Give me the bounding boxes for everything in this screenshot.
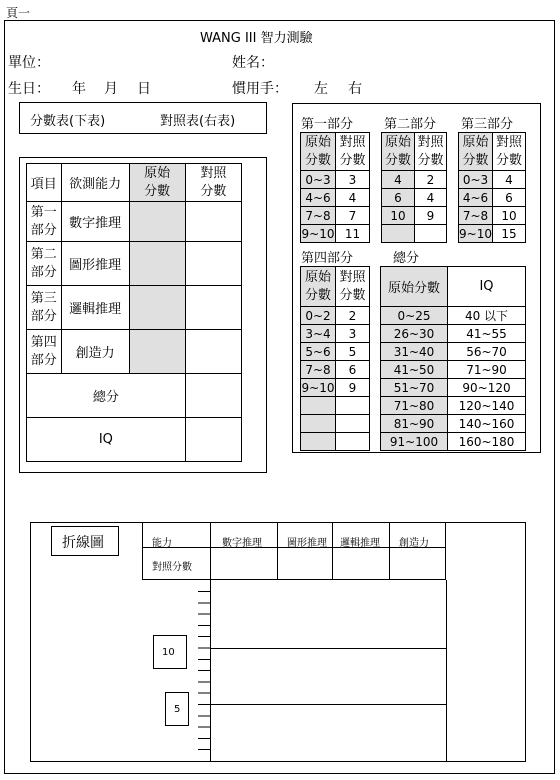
scaled-score-cell[interactable] [185, 242, 241, 286]
scaled-value: 15 [493, 225, 526, 243]
scaled-value [415, 225, 447, 243]
raw-range: 0~3 [459, 171, 493, 189]
column-logic-reasoning: 邏輯推理 [340, 538, 380, 549]
iq-header: IQ [448, 267, 526, 307]
row-part-label: 第三 部分 [27, 286, 62, 330]
scaled-value: 6 [493, 189, 526, 207]
part1-lookup-table [300, 132, 370, 243]
raw-range: 7~8 [459, 207, 493, 225]
raw-range: 9~10 [301, 226, 335, 241]
score-table [26, 163, 242, 462]
y-mark-10-label: 10 [162, 647, 175, 658]
total-iq-lookup-table [380, 266, 526, 451]
scaled-value: 9 [415, 207, 447, 225]
row-part-label: 第一 部分 [27, 202, 62, 242]
part4-lookup-table [300, 266, 370, 451]
scaled-score-header: 對照 分數 [336, 133, 370, 171]
column-number-reasoning: 數字推理 [222, 538, 262, 549]
line-chart-title: 折線圖 [62, 535, 104, 551]
y-mark-5-box [165, 692, 189, 726]
header-scaled-score: 對照 分數 [185, 164, 241, 202]
column-figure-reasoning: 圖形推理 [287, 538, 327, 549]
raw-range: 3~4 [301, 325, 336, 343]
raw-range [382, 225, 415, 243]
total-title: 總分 [393, 251, 420, 266]
lookup-table-ref: 對照表(右表) [160, 114, 236, 129]
part2-lookup-table [381, 132, 447, 243]
column-divider [389, 522, 390, 580]
raw-score-cell[interactable] [129, 330, 185, 374]
total-label: 總分 [27, 374, 186, 418]
raw-score-cell[interactable] [129, 242, 185, 286]
part1-title: 第一部分 [301, 117, 354, 132]
scaled-value: 11 [336, 225, 370, 243]
raw-score-header: 原始 分數 [301, 133, 336, 171]
raw-range: 5~6 [301, 343, 336, 361]
row-part-label: 第二 部分 [27, 242, 62, 286]
scaled-score-header: 對照 分數 [336, 267, 370, 307]
scaled-value: 4 [336, 189, 370, 207]
gridline-10 [210, 648, 446, 649]
legend-box [19, 102, 267, 134]
y-axis [210, 580, 211, 762]
raw-range: 4 [382, 171, 415, 189]
unit-field-label: 單位： [8, 55, 50, 71]
total-raw-range: 71~80 [381, 397, 448, 415]
iq-range: 120~140 [448, 397, 526, 415]
plot-right-edge [446, 580, 447, 762]
raw-range: 9~10 [459, 226, 492, 241]
iq-range: 56~70 [448, 343, 526, 361]
total-raw-header: 原始分數 [381, 267, 448, 307]
raw-range: 0~2 [301, 307, 336, 325]
iq-range: 40 以下 [448, 307, 526, 325]
iq-label: IQ [27, 418, 186, 462]
scaled-score-header: 對照 分數 [493, 133, 526, 171]
raw-range: 0~3 [301, 171, 336, 189]
raw-range: 4~6 [301, 189, 336, 207]
column-divider [332, 522, 333, 580]
scaled-value: 5 [336, 343, 370, 361]
scaled-value: 10 [493, 207, 526, 225]
raw-range: 9~10 [301, 380, 335, 395]
header-item: 項目 [27, 164, 62, 202]
raw-range: 6 [382, 189, 415, 207]
total-raw-range: 26~30 [381, 325, 448, 343]
header-ability: 欲測能力 [61, 164, 129, 202]
header-raw-score: 原始 分數 [129, 164, 185, 202]
scaled-value: 6 [336, 361, 370, 379]
iq-range: 160~180 [448, 433, 526, 451]
ability-label: 邏輯推理 [61, 286, 129, 330]
scaled-value [336, 397, 370, 415]
raw-score-header: 原始 分數 [459, 133, 493, 171]
day-label: 日 [137, 81, 151, 97]
scaled-value: 2 [336, 307, 370, 325]
raw-score-cell[interactable] [129, 286, 185, 330]
scaled-value: 9 [336, 379, 370, 397]
total-value-cell[interactable] [185, 374, 241, 418]
part2-title: 第二部分 [384, 117, 437, 132]
column-creativity: 創造力 [399, 538, 429, 549]
total-raw-range: 91~100 [381, 433, 448, 451]
scaled-score-header: 對照 分數 [415, 133, 447, 171]
score-table-ref: 分數表(下表) [30, 114, 106, 129]
scaled-value: 2 [415, 171, 447, 189]
scaled-value: 3 [336, 325, 370, 343]
row-part-label: 第四 部分 [27, 330, 62, 374]
scaled-value: 4 [493, 171, 526, 189]
birthday-field-label: 生日： [8, 81, 50, 97]
scaled-value [336, 415, 370, 433]
handedness-field-label: 慣用手： [232, 81, 288, 97]
gridline-5 [210, 704, 446, 705]
page-label: 頁一 [6, 6, 31, 20]
ability-label: 創造力 [61, 330, 129, 374]
scaled-value: 3 [336, 171, 370, 189]
left-hand-option[interactable]: 左 [314, 81, 328, 97]
total-raw-range: 41~50 [381, 361, 448, 379]
name-field-label: 姓名： [232, 55, 274, 71]
scaled-value: 7 [336, 207, 370, 225]
y-mark-10-box [153, 635, 187, 669]
ability-row-label: 能力 [152, 538, 172, 549]
iq-range: 140~160 [448, 415, 526, 433]
year-label: 年 [72, 81, 86, 97]
raw-range [301, 415, 336, 433]
scaled-score-cell[interactable] [185, 330, 241, 374]
iq-range: 41~55 [448, 325, 526, 343]
total-raw-range: 0~25 [381, 307, 448, 325]
total-raw-range: 81~90 [381, 415, 448, 433]
raw-range [301, 397, 336, 415]
raw-range [301, 433, 336, 451]
y-mark-5-label: 5 [174, 704, 181, 715]
scaled-score-cell[interactable] [185, 286, 241, 330]
part3-lookup-table [458, 132, 526, 243]
total-raw-range: 51~70 [381, 379, 448, 397]
part3-title: 第三部分 [461, 117, 514, 132]
month-label: 月 [104, 81, 118, 97]
scaled-value: 4 [415, 189, 447, 207]
raw-range: 10 [382, 207, 415, 225]
right-hand-option[interactable]: 右 [348, 81, 362, 97]
raw-range: 7~8 [301, 361, 336, 379]
line-chart-title-box [51, 526, 119, 556]
raw-score-cell[interactable] [129, 202, 185, 242]
iq-value-cell[interactable] [185, 418, 241, 462]
page-title: WANG III 智力測驗 [200, 31, 313, 46]
ability-label: 圖形推理 [61, 242, 129, 286]
raw-score-header: 原始 分數 [382, 133, 415, 171]
header-divider [142, 579, 446, 580]
scaled-score-cell[interactable] [185, 202, 241, 242]
part4-title: 第四部分 [301, 251, 354, 266]
raw-range: 7~8 [301, 207, 336, 225]
total-raw-range: 31~40 [381, 343, 448, 361]
scaled-row-label: 對照分數 [152, 562, 192, 573]
iq-range: 90~120 [448, 379, 526, 397]
y-axis-ticks [198, 591, 210, 751]
ability-label: 數字推理 [61, 202, 129, 242]
raw-score-header: 原始 分數 [301, 267, 336, 307]
iq-range: 71~90 [448, 361, 526, 379]
column-divider [210, 522, 211, 580]
raw-range: 4~6 [459, 189, 493, 207]
scaled-value [336, 433, 370, 451]
column-divider [277, 522, 278, 580]
